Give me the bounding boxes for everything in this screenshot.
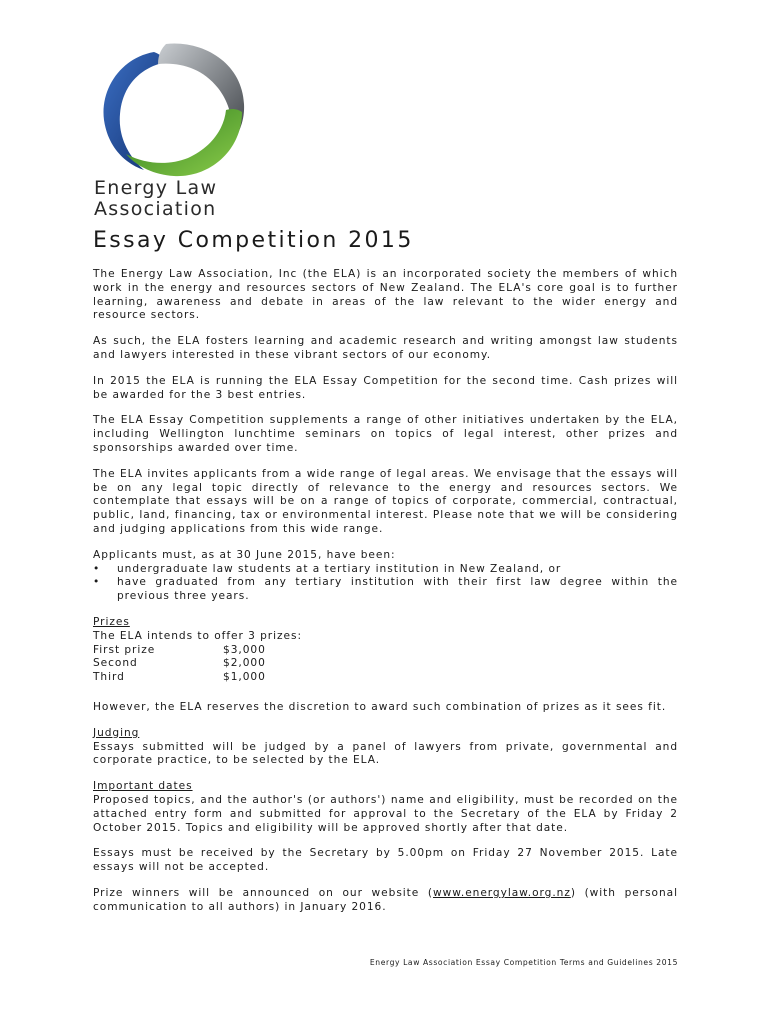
list-item [93, 563, 678, 577]
announcement-text-end: ) (with personal communication to all authors) in January 2016. [93, 886, 678, 913]
page-footer: Energy Law Association Essay Competition Terms and Guidelines 2015 [369, 958, 678, 967]
list-item [93, 576, 678, 604]
prizes-note: However, the ELA reserves the discretion to award such combination of prizes as it sees fit. [93, 700, 667, 713]
judging-heading: Judging [93, 726, 140, 739]
competition-paragraph: In 2015 the ELA is running the ELA Essay Competition for the second time. Cash prizes will be awarded for the 3 best entries. [93, 374, 678, 401]
prizes-intro: The ELA intends to offer 3 prizes: [93, 629, 302, 642]
list-item-text: undergraduate law students at a tertiary institution in New Zealand, or [117, 562, 562, 575]
prize-amount: $2,000 [223, 657, 266, 670]
dates-topics-text: Proposed topics, and the author's (or authors') name and eligibility, must be recorded on the attached entry form and submitted for approval to the Secretary of the ELA by Friday 2 October 2015. Topics and eligibility will be approved shortly after that date. [93, 793, 678, 834]
prize-name: Third [93, 671, 125, 684]
dates-deadline-text: Essays must be received by the Secretary by 5.00pm on Friday 27 November 2015. Late essays will not be accepted. [93, 847, 678, 874]
prize-amount: $1,000 [223, 671, 266, 684]
prize-name: Second [93, 657, 138, 670]
page-title: Essay Competition 2015 [93, 228, 414, 253]
prizes-heading: Prizes [93, 615, 130, 628]
winners-announcement [93, 887, 678, 915]
logo-name-line2: Association [94, 198, 217, 220]
judging-text: Essays submitted will be judged by a panel of lawyers from private, governmental and corporate practice, to be selected by the ELA. [93, 740, 678, 767]
topics-paragraph: The ELA invites applicants from a wide range of legal areas. We envisage that the essays will be on any legal topic directly of relevance to the energy and resources sectors. We contemplate that essays will be on a range of topics of corporate, commercial, contractual, public, land, financing, tax or environmental interest. Please note that we will be considering and judging applications from this wide range. [93, 467, 678, 535]
judging-section [93, 727, 678, 768]
announcement-text-start: Prize winners will be announced on our website ( [93, 886, 434, 899]
applicants-intro: Applicants must, as at 30 June 2015, have been: [93, 548, 396, 561]
prize-row [93, 671, 678, 685]
eligibility-list [93, 563, 678, 604]
bullet-icon: • [93, 562, 101, 575]
logo-name-line1: Energy Law [94, 177, 218, 199]
bullet-icon: • [93, 576, 101, 589]
list-item-text: have graduated from any tertiary institution with their first law degree within the previous three years. [117, 576, 678, 603]
initiatives-paragraph: The ELA Essay Competition supplements a range of other initiatives undertaken by the ELA, including Wellington lunchtime seminars on topics of legal interest, other prizes and sponsorships awarded over time. [93, 414, 678, 454]
dates-section [93, 780, 678, 835]
document-body [93, 268, 678, 926]
prize-row [93, 644, 678, 658]
website-link[interactable]: www.energylaw.org.nz [433, 886, 571, 899]
intro-paragraph: The Energy Law Association, Inc (the ELA) is an incorporated society the members of which work in the energy and resources sectors of New Zealand. The ELA's core goal is to further learning, awareness and debate in areas of the law relevant to the wider energy and resource sectors. [93, 268, 678, 322]
prize-row [93, 657, 678, 671]
dates-heading: Important dates [93, 780, 193, 793]
prizes-section [93, 616, 678, 685]
prize-name: First prize [93, 643, 156, 656]
ela-swirl-logo-icon [92, 40, 267, 180]
mission-paragraph: As such, the ELA fosters learning and academic research and writing amongst law students and lawyers interested in these vibrant sectors of our economy. [93, 335, 678, 361]
prize-amount: $3,000 [223, 643, 266, 656]
logo-wordmark [94, 178, 217, 220]
